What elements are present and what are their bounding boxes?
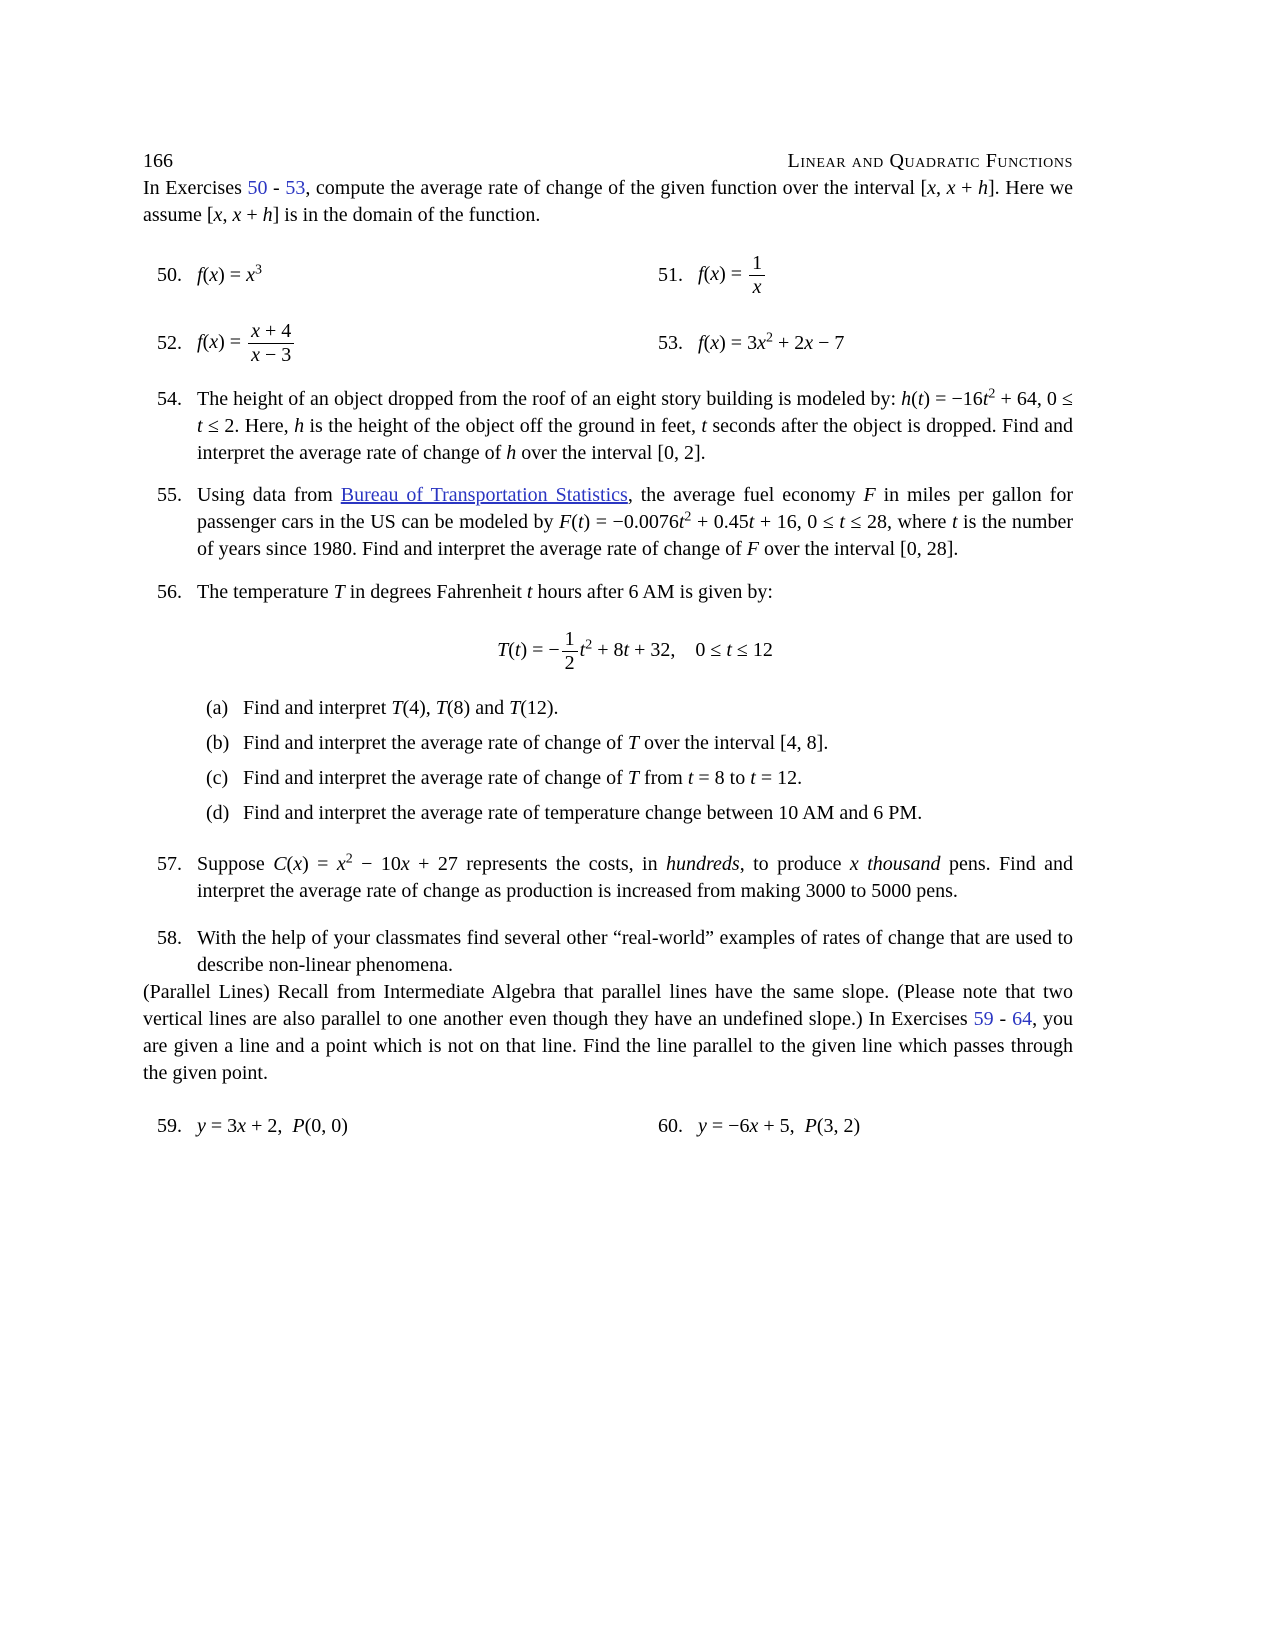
exercise-55: [143, 482, 1073, 563]
part-a-label: (a): [206, 697, 229, 719]
exercise-row-52-53: [143, 313, 1073, 373]
exercise-52-number: 52.: [157, 331, 182, 354]
exercise-56-part-b: [197, 730, 1073, 757]
exercise-link-64[interactable]: 64: [1012, 1008, 1033, 1030]
exercise-link-59[interactable]: 59: [973, 1008, 994, 1030]
part-d-text: Find and interpret the average rate of temperature change between 10 AM and 6 PM.: [243, 802, 923, 824]
exercise-57: [143, 851, 1073, 905]
exercise-56-formula: T(t) = − $\frac{1}{2}$ $t^2 + 8t + 32$, 0 ≤ t ≤ 12: [497, 628, 773, 674]
exercise-60-number: 60.: [658, 1115, 683, 1137]
exercise-50-formula: $f(x) = x^3$: [197, 261, 262, 286]
exercise-54-number: 54.: [157, 388, 182, 410]
exercise-60-formula: y = −6x + 5, P(3, 2): [698, 1115, 861, 1137]
part-c-text: Find and interpret the average rate of change of T from t = 8 to t = 12.: [243, 767, 803, 789]
exercise-51-formula: f(x) = $\frac{1}{x}$: [698, 252, 1073, 299]
part-d-label: (d): [206, 802, 230, 824]
exercise-60: [644, 1113, 1073, 1140]
exercise-53: [644, 313, 1073, 373]
exercise-56-part-a: [197, 695, 1073, 722]
exercise-56-part-c: [197, 765, 1073, 792]
exercise-58-number: 58.: [157, 927, 182, 949]
parallel-lines-paragraph: (Parallel Lines) Recall from Intermediate Algebra that parallel lines have the same slope. (Please note that two vertical lines are also parallel to one another even though they have an undefined slope.) In Exercises 59 - 64, you are given a line and a point which is not on that line. Find the line parallel to the given line which passes through the given point.: [143, 981, 1073, 1084]
exercise-56-part-d: [197, 800, 1073, 827]
exercise-56-parts: [197, 695, 1073, 827]
exercise-row-50-51: [143, 245, 1073, 305]
exercise-51-number: 51.: [658, 263, 683, 286]
part-b-label: (b): [206, 732, 230, 754]
exercise-50-number: 50.: [157, 263, 182, 286]
exercise-57-text: Suppose $C(x) = x^2 - 10x + 27$ represents the costs, in hundreds, to produce x thousand pens. Find and interpret the average rate of change as production is increased from making 3000 to 5000 pens.: [197, 851, 1073, 902]
page-content: [143, 148, 1073, 1140]
exercise-link-50[interactable]: 50: [247, 177, 268, 199]
exercise-57-number: 57.: [157, 853, 182, 875]
exercise-58-text: With the help of your classmates find several other “real-world” examples of rates of change that are used to describe non-linear phenomena.: [197, 927, 1073, 976]
exercise-56: [143, 579, 1073, 827]
page-header: [143, 148, 1073, 175]
exercise-row-59-60: [143, 1113, 1073, 1140]
exercise-53-formula: $f(x) = 3x^2 + 2x - 7$: [698, 329, 845, 354]
page-number: 166: [143, 150, 173, 172]
exercise-51: [644, 245, 1073, 305]
exercise-56-number: 56.: [157, 581, 182, 603]
exercise-58: [143, 925, 1073, 979]
bureau-of-transportation-statistics-link[interactable]: Bureau of Transportation Statistics: [340, 484, 628, 506]
exercise-56-body: [197, 579, 1073, 827]
part-a-text: Find and interpret T(4), T(8) and T(12).: [243, 697, 559, 719]
exercise-56-text: The temperature T in degrees Fahrenheit t hours after 6 AM is given by:: [197, 581, 773, 603]
exercise-55-number: 55.: [157, 484, 182, 506]
exercise-55-text: Using data from Bureau of Transportation Statistics, the average fuel economy F in miles per gallon for passenger cars in the US can be modeled by $F(t) = -0.0076t^2 + 0.45t + 16$, 0 ≤ t ≤ 28, where t is the number of years since 1980. Find and interpret the average rate of change of F over the interval [0, 28].: [197, 484, 1074, 560]
exercise-59-formula: y = 3x + 2, P(0, 0): [197, 1115, 348, 1137]
exercise-52: [143, 313, 644, 373]
exercise-50: [143, 245, 644, 305]
running-head: Linear and Quadratic Functions: [787, 150, 1073, 172]
exercise-52-formula: f(x) = $\frac{x + 4}{x - 3}$: [197, 320, 644, 367]
exercise-59-number: 59.: [157, 1115, 182, 1137]
exercise-59: [143, 1113, 644, 1140]
part-b-text: Find and interpret the average rate of change of T over the interval [4, 8].: [243, 732, 829, 754]
part-c-label: (c): [206, 767, 229, 789]
exercise-54-text: The height of an object dropped from the roof of an eight story building is modeled by: $h(t) = -16t^2 + 64$, 0 ≤ t ≤ 2. Here, h is the height of the object off the ground in feet, t seconds after the object is dropped. Find and interpret the average rate of change of h over the interval [0, 2].: [197, 386, 1073, 464]
exercise-53-number: 53.: [658, 331, 683, 354]
exercise-54: [143, 386, 1073, 467]
exercise-link-53[interactable]: 53: [285, 177, 306, 199]
intro-paragraph: In Exercises 50 - 53, compute the average rate of change of the given function over the interval [x, x + h]. Here we assume [x, x + h] is in the domain of the function.: [143, 177, 1074, 226]
